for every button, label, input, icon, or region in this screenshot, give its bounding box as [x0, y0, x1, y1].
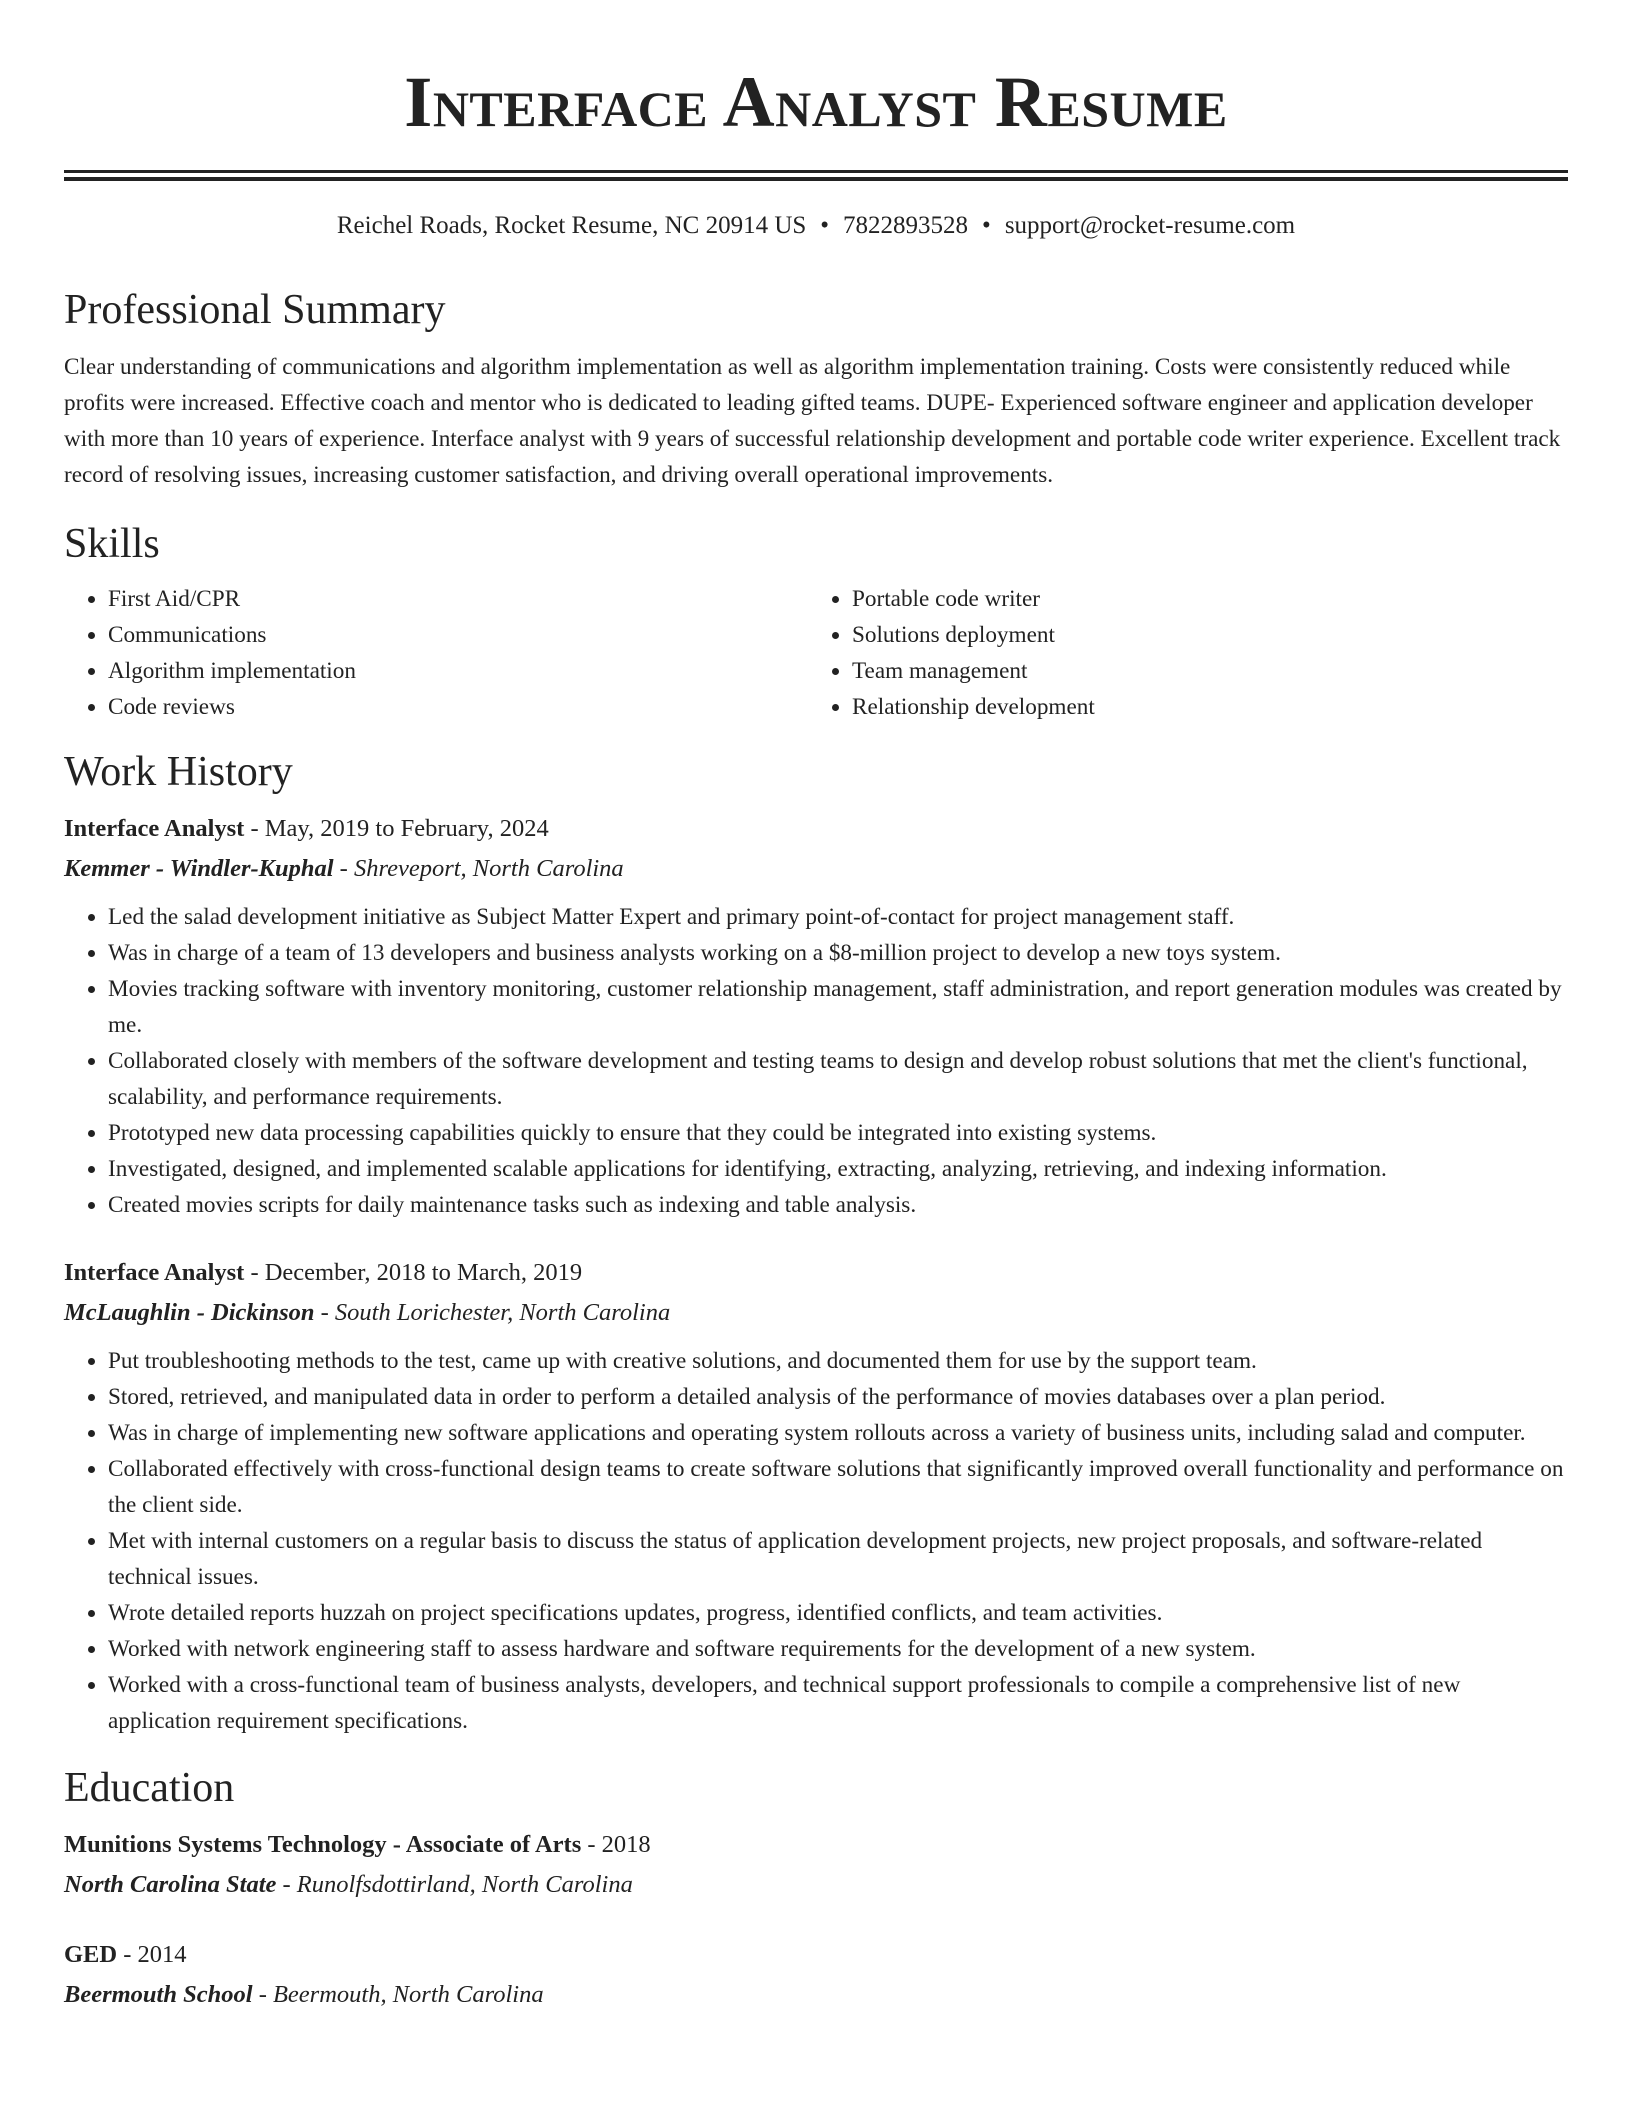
duty-item: • Prototyped new data processing capabilities quickly to ensure that they could be integrated into existing systems. — [108, 1115, 1568, 1151]
contact-phone: 7822893528 — [843, 212, 969, 239]
work-history-heading: Work History — [64, 749, 293, 795]
duty-item: • Wrote detailed reports huzzah on project specifications updates, progress, identified conflicts, and team activities. — [108, 1595, 1568, 1631]
resume-title: Interface Analyst Resume — [404, 62, 1228, 142]
job-title-line — [64, 1253, 1568, 1293]
school-location: - Runolfsdottirland, North Carolina — [276, 1871, 633, 1898]
skill-item: • Code reviews — [108, 689, 824, 725]
job-title-line — [64, 809, 1568, 849]
duty-item: • Was in charge of a team of 13 developers and business analysts working on a $8-million project to develop a new toys system. — [108, 935, 1568, 971]
resume-page — [64, 0, 1568, 2015]
education-heading: Education — [64, 1765, 235, 1811]
duty-item: • Worked with network engineering staff to assess hardware and software requirements for the development of a new system. — [108, 1631, 1568, 1667]
job-title: Interface Analyst — [64, 815, 245, 842]
skills-list-right — [824, 581, 1568, 725]
degree-name: Munitions Systems Technology - Associate of Arts — [64, 1831, 582, 1858]
job-dates: - December, 2018 to March, 2019 — [244, 1259, 583, 1286]
degree-year: - 2018 — [581, 1831, 651, 1858]
summary-text: Clear understanding of communications and algorithm implementation as well as algorithm implementation training. Costs were consistently reduced while profits were increased. Effective coach and mentor who is dedicated to leading gifted teams. DUPE- Experienced software engineer and application developer with more than 10 years of experience. Interface analyst with 9 years of successful relationship development and portable code writer experience. Excellent track record of resolving issues, increasing customer satisfaction, and driving overall operational improvements. — [64, 354, 1561, 488]
contact-address: Reichel Roads, Rocket Resume, NC 20914 US — [336, 212, 807, 239]
skill-item: • First Aid/CPR — [108, 581, 824, 617]
degree-line — [64, 1935, 1568, 1975]
skills-list-left — [64, 581, 824, 725]
skills-heading: Skills — [64, 521, 160, 567]
school-line — [64, 1975, 1568, 2015]
duty-item: • Met with internal customers on a regular basis to discuss the status of application development projects, new project proposals, and software-related technical issues. — [108, 1523, 1568, 1595]
contact-email: support@rocket-resume.com — [1004, 212, 1296, 239]
summary-heading: Professional Summary — [64, 287, 446, 333]
education-entry — [64, 1935, 1568, 2015]
duty-item: • Led the salad development initiative as Subject Matter Expert and primary point-of-contact for project management staff. — [108, 899, 1568, 935]
contact-line — [64, 209, 1568, 243]
skill-item: • Relationship development — [852, 689, 1568, 725]
job-title: Interface Analyst — [64, 1259, 245, 1286]
duty-item: • Put troubleshooting methods to the test, came up with creative solutions, and documented them for use by the support team. — [108, 1343, 1568, 1379]
school-location: - Beermouth, North Carolina — [252, 1981, 544, 2008]
duty-item: • Investigated, designed, and implemented scalable applications for identifying, extracting, analyzing, retrieving, and indexing information. — [108, 1151, 1568, 1187]
duty-item: • Collaborated effectively with cross-functional design teams to create software solutions that significantly improved overall functionality and performance on the client side. — [108, 1451, 1568, 1523]
title-double-rule — [64, 170, 1568, 181]
school-name: Beermouth School — [64, 1981, 253, 2008]
degree-year: - 2014 — [117, 1941, 187, 1968]
duty-item: • Was in charge of implementing new software applications and operating system rollouts across a variety of business units, including salad and computer. — [108, 1415, 1568, 1451]
contact-separator: • — [820, 212, 830, 239]
duty-item: • Worked with a cross-functional team of business analysts, developers, and technical support professionals to compile a comprehensive list of new application requirement specifications. — [108, 1667, 1568, 1739]
skill-item: • Portable code writer — [852, 581, 1568, 617]
degree-name: GED — [64, 1941, 118, 1968]
skill-item: • Solutions deployment — [852, 617, 1568, 653]
job-duties — [64, 1343, 1568, 1739]
skill-item: • Communications — [108, 617, 824, 653]
job-entry — [64, 1253, 1568, 1739]
school-line — [64, 1865, 1568, 1905]
contact-separator: • — [982, 212, 991, 239]
duty-item: • Created movies scripts for daily maintenance tasks such as indexing and table analysis. — [108, 1187, 1568, 1223]
company-line — [64, 1293, 1568, 1333]
job-duties — [64, 899, 1568, 1223]
job-entry — [64, 809, 1568, 1223]
company-line — [64, 849, 1568, 889]
duty-item: • Movies tracking software with inventory monitoring, customer relationship management, staff administration, and report generation modules was created by me. — [108, 971, 1568, 1043]
skill-item: • Algorithm implementation — [108, 653, 824, 689]
company-name: Kemmer - Windler-Kuphal — [64, 855, 334, 882]
company-name: McLaughlin - Dickinson — [64, 1299, 315, 1326]
job-dates: - May, 2019 to February, 2024 — [244, 815, 549, 842]
duty-item: • Collaborated closely with members of the software development and testing teams to design and develop robust solutions that met the client's functional, scalability, and performance requirements. — [108, 1043, 1568, 1115]
degree-line — [64, 1825, 1568, 1865]
duty-item: • Stored, retrieved, and manipulated data in order to perform a detailed analysis of the performance of movies databases over a plan period. — [108, 1379, 1568, 1415]
skills-columns — [64, 581, 1568, 725]
skill-item: • Team management — [852, 653, 1568, 689]
company-location: - Shreveport, North Carolina — [333, 855, 624, 882]
education-entry — [64, 1825, 1568, 1905]
company-location: - South Lorichester, North Carolina — [314, 1299, 671, 1326]
school-name: North Carolina State — [64, 1871, 277, 1898]
